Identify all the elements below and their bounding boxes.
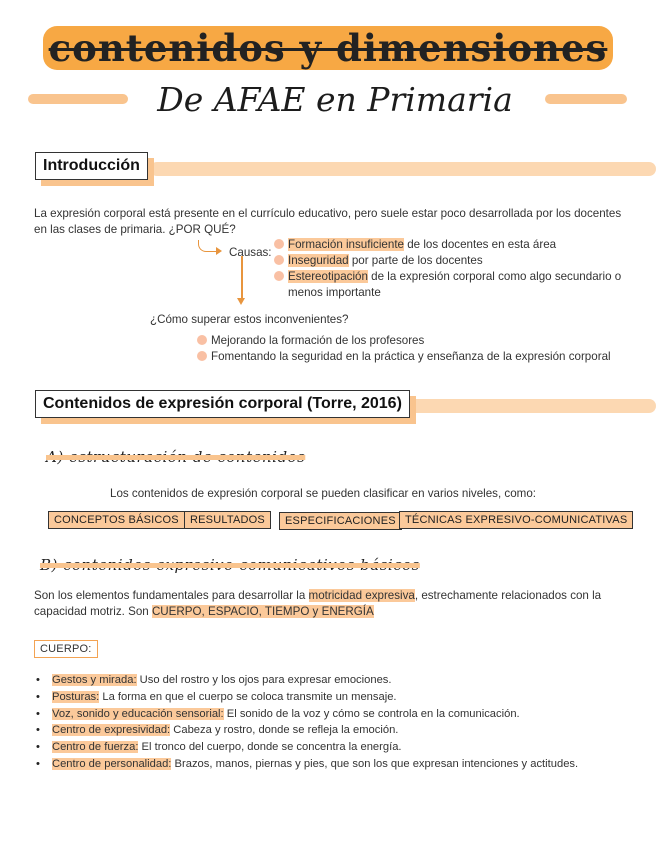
bullet-dot-icon <box>274 271 284 281</box>
decorative-bar-left <box>28 94 128 104</box>
level-tag: ESPECIFICACIONES <box>279 512 402 530</box>
cause-item: Formación insuficiente de los docentes en esta área <box>274 237 630 253</box>
bullet-dot-icon <box>274 239 284 249</box>
intro-paragraph: La expresión corporal está presente en el currículo educativo, pero suele estar poco desarrollada por los docentes en las clases de primaria. ¿POR QUÉ? <box>34 207 622 236</box>
section-bar-intro <box>150 162 656 176</box>
arrow-down-line <box>241 256 243 300</box>
level-tag: CONCEPTOS BÁSICOS <box>48 511 185 529</box>
list-item: • Gestos y mirada: Uso del rostro y los ojos para expresar emociones. <box>36 672 636 689</box>
solution-item: Mejorando la formación de los profesores <box>197 333 637 349</box>
list-item: • Posturas: La forma en que el cuerpo se coloca transmite un mensaje. <box>36 689 636 706</box>
basic-contents-paragraph: Son los elementos fundamentales para desarrollar la motricidad expresiva, estrechamente relacionados con la capacidad motriz. Son CUERPO, ESPACIO, TIEMPO y ENERGÍA <box>34 589 602 618</box>
body-list <box>36 672 636 773</box>
decorative-bar-right <box>545 94 627 104</box>
list-item: • Voz, sonido y educación sensorial: El sonido de la voz y cómo se controla en la comunicación. <box>36 706 636 723</box>
bullet-dot-icon <box>197 335 207 345</box>
cause-item: Estereotipación de la expresión corporal como algo secundario o menos importante <box>274 269 630 301</box>
section-heading-intro: Introducción <box>35 152 148 180</box>
level-tag: TÉCNICAS EXPRESIVO-COMUNICATIVAS <box>399 511 633 529</box>
arrow-tip-right <box>216 247 222 255</box>
body-label: CUERPO: <box>34 640 98 658</box>
subheading-b: B) contenidos expresivo-comunicativos básicos <box>40 556 420 574</box>
question-text: ¿Cómo superar estos inconvenientes? <box>150 313 349 326</box>
page-subtitle: De AFAE en Primaria <box>157 80 513 119</box>
level-tag: RESULTADOS <box>184 511 271 529</box>
solution-item: Fomentando la seguridad en la práctica y enseñanza de la expresión corporal <box>197 349 637 365</box>
page-title-text: contenidos y dimensiones <box>43 26 614 70</box>
page-title <box>0 26 656 70</box>
arrow-tip-down <box>237 298 245 305</box>
bullet-dot-icon <box>274 255 284 265</box>
list-item: • Centro de personalidad: Brazos, manos, piernas y pies, que son los que expresan intenciones y actitudes. <box>36 756 636 773</box>
bullet-dot-icon <box>197 351 207 361</box>
cause-item: Inseguridad por parte de los docentes <box>274 253 630 269</box>
list-item: • Centro de fuerza: El tronco del cuerpo, donde se concentra la energía. <box>36 739 636 756</box>
list-item: • Centro de expresividad: Cabeza y rostro, donde se refleja la emoción. <box>36 722 636 739</box>
section-heading-contents: Contenidos de expresión corporal (Torre, 2016) <box>35 390 410 418</box>
structure-text: Los contenidos de expresión corporal se pueden clasificar en varios niveles, como: <box>110 487 536 500</box>
causes-label: Causas: <box>229 246 272 259</box>
arrow-to-causes <box>198 240 218 252</box>
subheading-a: A) estructuración de contenidos <box>46 448 306 466</box>
